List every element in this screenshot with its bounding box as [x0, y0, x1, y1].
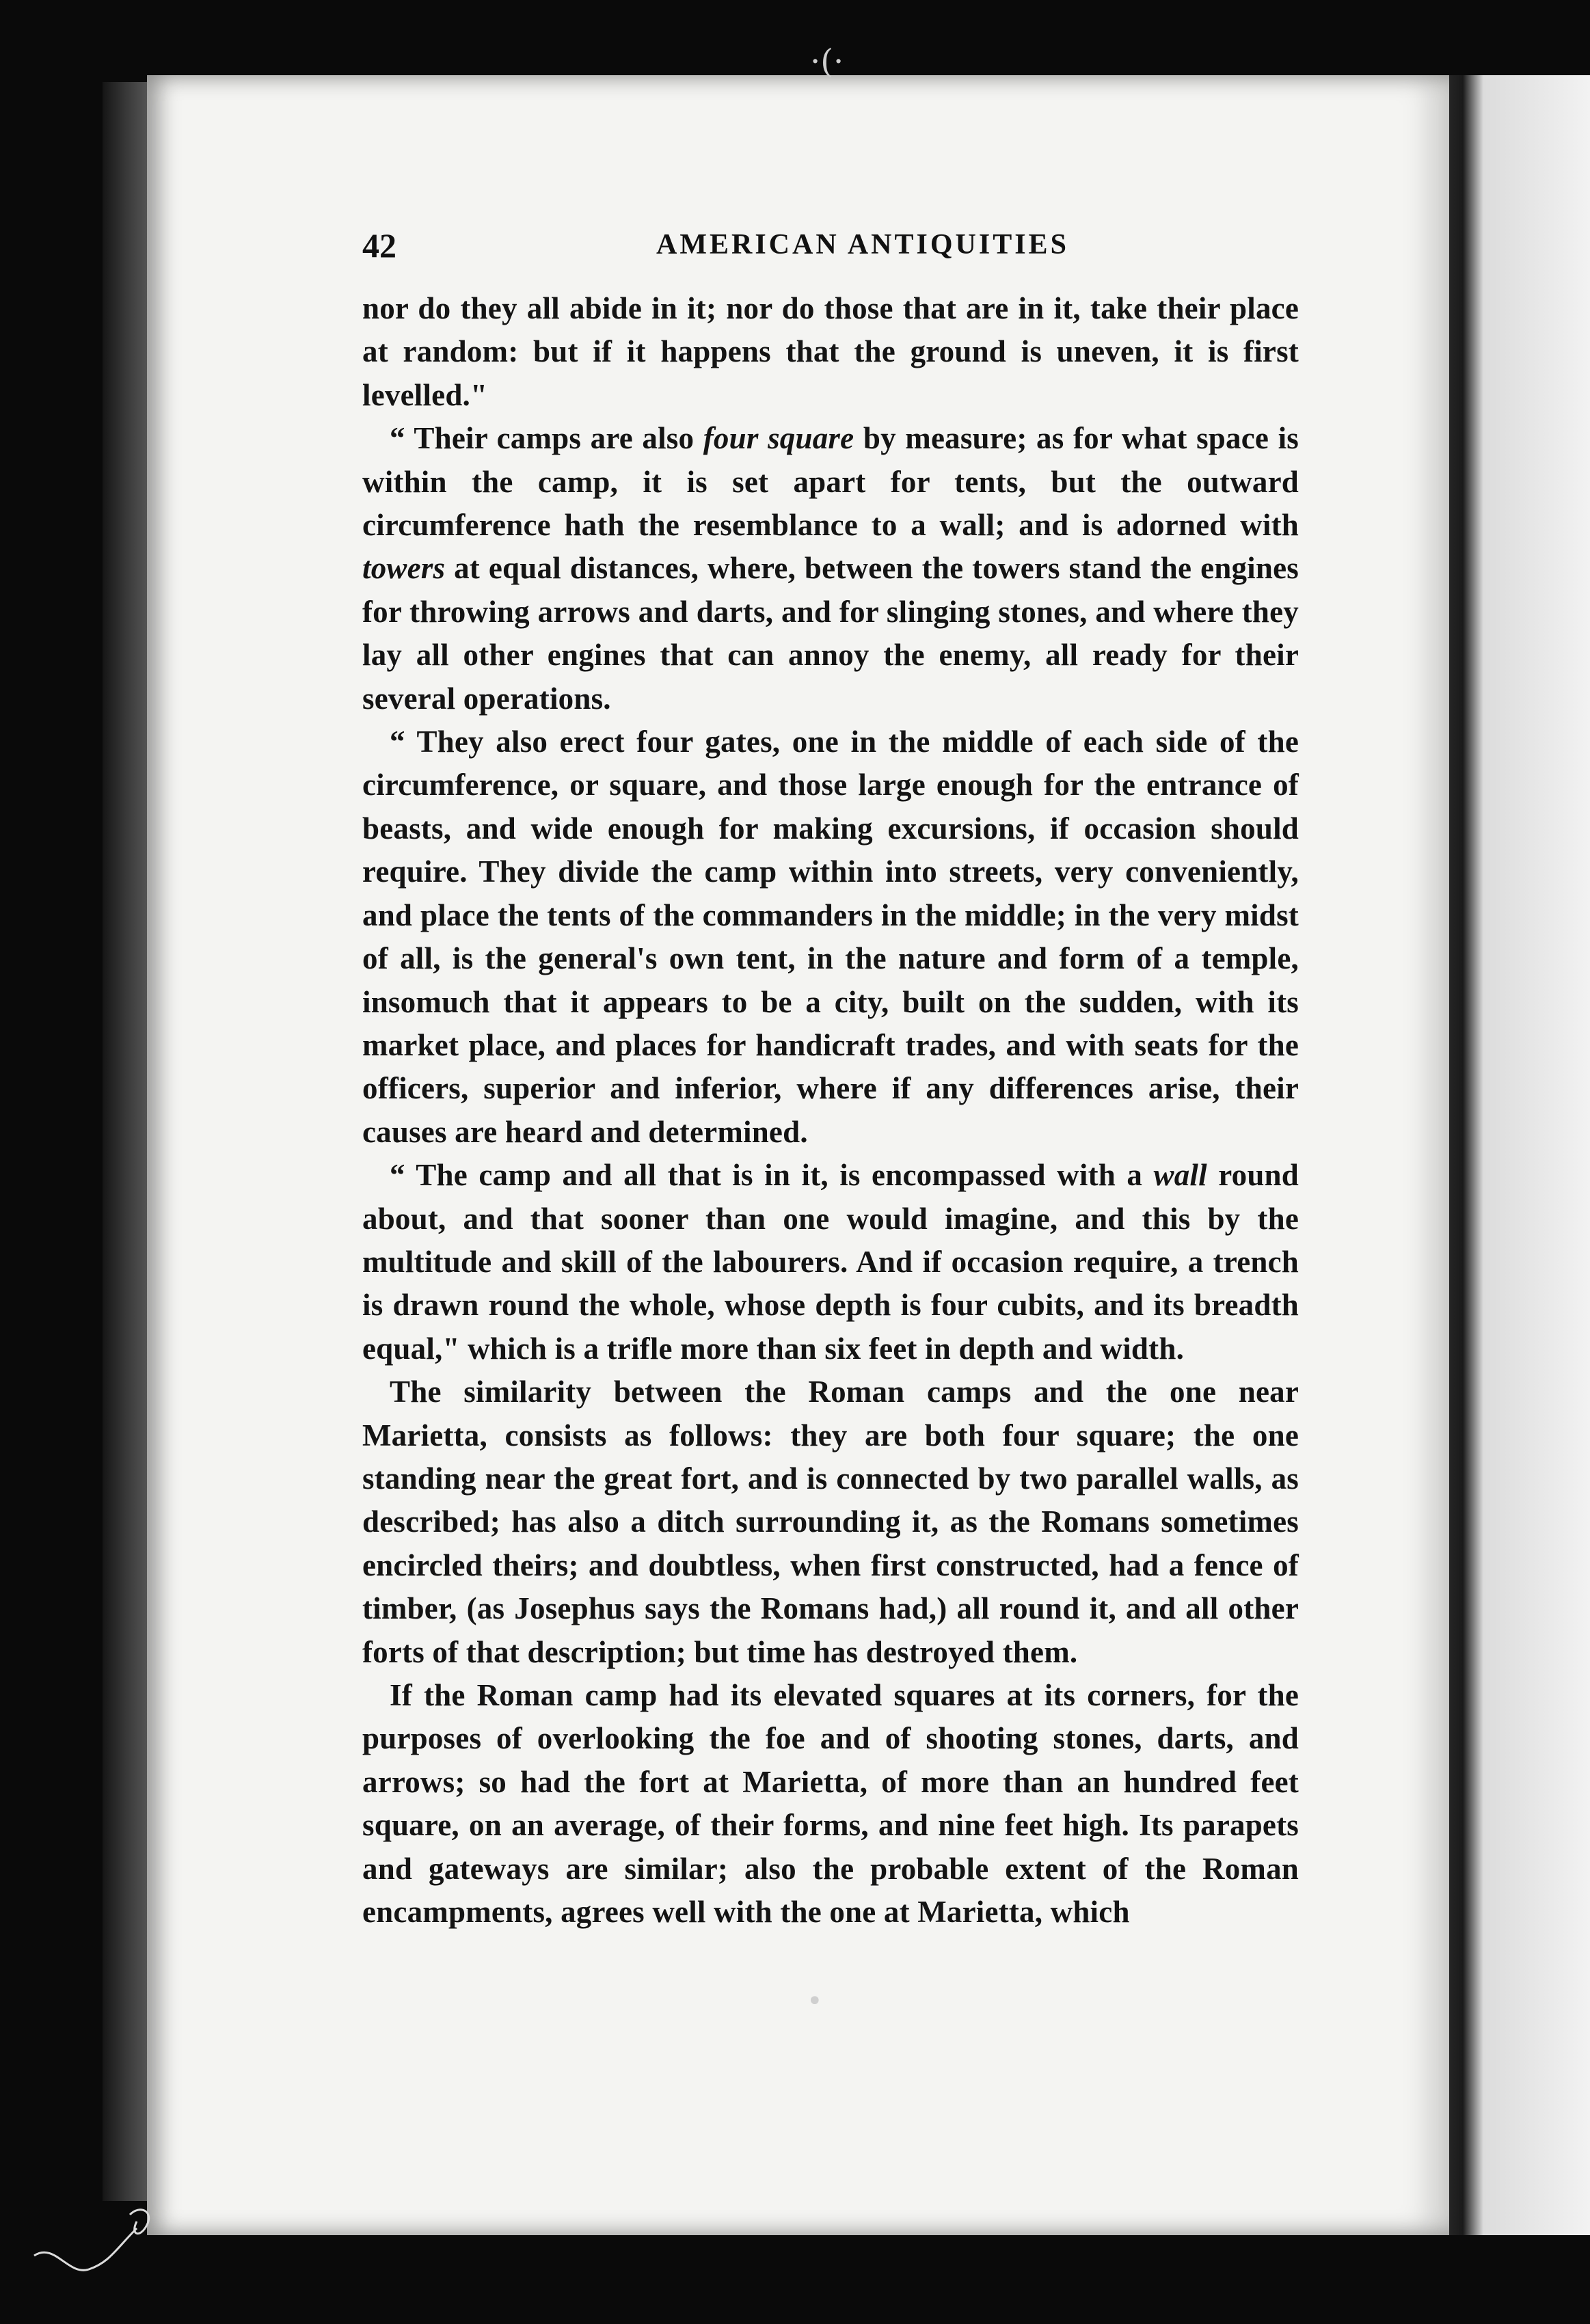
- page-header: [362, 226, 1306, 267]
- paragraph-4: [362, 1154, 1299, 1370]
- bottom-scan-mark: •: [807, 1986, 823, 2017]
- paragraph-5: The similarity between the Roman camps and the one near Marietta, consists as follows: they are both four square; the one standing near the great fort, and is connected by two parallel walls, as described; has also a ditch surrounding it, as the Romans sometimes encircled theirs; and doubtless, when first constructed, had a fence of timber, (as Josephus says the Romans had,) all round it, and all other forts of that description; but time has destroyed them.: [362, 1375, 1299, 1669]
- top-scan-mark: ·(·: [810, 42, 844, 81]
- paragraph-2: [362, 417, 1299, 720]
- paragraph-2-italic-four-square: four square: [703, 421, 854, 456]
- paragraph-1: nor do they all abide in it; nor do those that are in it, take their place at random: but if it happens that the ground is uneven, it is first levelled.": [362, 291, 1299, 412]
- paragraph-2-text-b: by measure; as for what space is within the camp, it is set apart for tents, but the outward circumference hath the resemblance to a wall; and is adorned with: [362, 421, 1299, 543]
- paragraph-6: If the Roman camp had its elevated squares at its corners, for the purposes of overlooking the foe and of shooting stones, darts, and arrows; so had the fort at Marietta, of more than an hundred feet square, on an average, of their forms, and nine feet high. Its parapets and gateways are similar; also the probable extent of the Roman encampments, agrees well with the one at Marietta, which: [362, 1678, 1299, 1930]
- body-text: [362, 287, 1299, 1934]
- page-number: 42: [362, 226, 396, 265]
- facing-page-edge: [1442, 75, 1590, 2235]
- paragraph-2-italic-towers: towers: [362, 551, 446, 586]
- paragraph-4-text-b: round about, and that sooner than one would imagine, and this by the multitude and skill of the labourers. And if occasion require, a trench is drawn round the whole, whose depth is four cubits, and its breadth equal," which is a trifle more than six feet in depth and width.: [362, 1158, 1299, 1366]
- paragraph-2-text-c: at equal distances, where, between the towers stand the engines for throwing arrows and darts, and for slinging stones, and where they lay all other engines that can annoy the enemy, all ready for their several operations.: [362, 551, 1299, 716]
- paragraph-2-text-a: “ Their camps are also: [390, 421, 703, 456]
- paragraph-4-italic-wall: wall: [1153, 1158, 1207, 1193]
- running-head: AMERICAN ANTIQUITIES: [656, 229, 1069, 260]
- paragraph-3: “ They also erect four gates, one in the middle of each side of the circumference, or square, and those large enough for the entrance of beasts, and wide enough for making excursions, if occasion should require. They divide the camp within into streets, very conveniently, and place the tents of the commanders in the middle; in the very midst of all, is the general's own tent, in the nature and form of a temple, insomuch that it appears to be a city, built on the sudden, with its market place, and places for handicraft trades, and with seats for the officers, superior and inferior, where if any differences arise, their causes are heard and determined.: [362, 725, 1299, 1149]
- paragraph-4-text-a: “ The camp and all that is in it, is encompassed with a: [390, 1158, 1154, 1193]
- margin-scribble-icon: [27, 2201, 164, 2303]
